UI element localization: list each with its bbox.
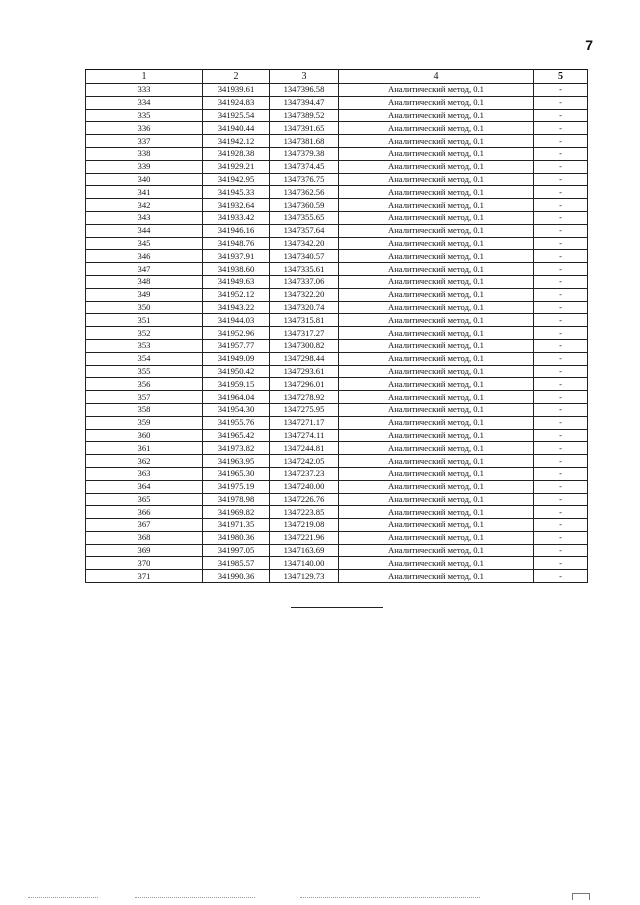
y-coordinate-cell: 1347337.06	[270, 275, 339, 288]
point-number-cell: 354	[86, 352, 203, 365]
point-number-cell: 369	[86, 544, 203, 557]
point-number-cell: 333	[86, 84, 203, 97]
x-coordinate-cell: 341943.22	[203, 301, 270, 314]
notes-cell: -	[534, 352, 588, 365]
table-row	[86, 442, 588, 455]
method-cell: Аналитический метод, 0.1	[339, 263, 534, 276]
notes-cell: -	[534, 506, 588, 519]
y-coordinate-cell: 1347275.95	[270, 403, 339, 416]
table-row	[86, 391, 588, 404]
table-row	[86, 96, 588, 109]
y-coordinate-cell: 1347320.74	[270, 301, 339, 314]
method-cell: Аналитический метод, 0.1	[339, 378, 534, 391]
table-row	[86, 403, 588, 416]
notes-cell: -	[534, 186, 588, 199]
table-row	[86, 365, 588, 378]
notes-cell: -	[534, 109, 588, 122]
table-row	[86, 160, 588, 173]
method-cell: Аналитический метод, 0.1	[339, 416, 534, 429]
table-row	[86, 339, 588, 352]
point-number-cell: 352	[86, 327, 203, 340]
method-cell: Аналитический метод, 0.1	[339, 570, 534, 583]
method-cell: Аналитический метод, 0.1	[339, 173, 534, 186]
y-coordinate-cell: 1347342.20	[270, 237, 339, 250]
method-cell: Аналитический метод, 0.1	[339, 403, 534, 416]
y-coordinate-cell: 1347226.76	[270, 493, 339, 506]
scan-artifact-mark	[572, 893, 590, 900]
x-coordinate-cell: 341980.36	[203, 531, 270, 544]
point-number-cell: 335	[86, 109, 203, 122]
y-coordinate-cell: 1347381.68	[270, 135, 339, 148]
table-row	[86, 224, 588, 237]
table-row	[86, 301, 588, 314]
table-row	[86, 211, 588, 224]
point-number-cell: 340	[86, 173, 203, 186]
x-coordinate-cell: 341942.12	[203, 135, 270, 148]
x-coordinate-cell: 341978.98	[203, 493, 270, 506]
y-coordinate-cell: 1347335.61	[270, 263, 339, 276]
table-row	[86, 455, 588, 468]
scan-artifact-line	[300, 897, 480, 898]
table-row	[86, 416, 588, 429]
point-number-cell: 357	[86, 391, 203, 404]
notes-cell: -	[534, 519, 588, 532]
x-coordinate-cell: 341942.95	[203, 173, 270, 186]
x-coordinate-cell: 341933.42	[203, 211, 270, 224]
x-coordinate-cell: 341952.12	[203, 288, 270, 301]
method-cell: Аналитический метод, 0.1	[339, 391, 534, 404]
x-coordinate-cell: 341945.33	[203, 186, 270, 199]
method-cell: Аналитический метод, 0.1	[339, 531, 534, 544]
table-end-rule	[291, 607, 383, 608]
x-coordinate-cell: 341944.03	[203, 314, 270, 327]
x-coordinate-cell: 341990.36	[203, 570, 270, 583]
x-coordinate-cell: 341949.09	[203, 352, 270, 365]
notes-cell: -	[534, 250, 588, 263]
x-coordinate-cell: 341952.96	[203, 327, 270, 340]
table-row	[86, 250, 588, 263]
x-coordinate-cell: 341938.60	[203, 263, 270, 276]
point-number-cell: 336	[86, 122, 203, 135]
y-coordinate-cell: 1347163.69	[270, 544, 339, 557]
y-coordinate-cell: 1347374.45	[270, 160, 339, 173]
y-coordinate-cell: 1347296.01	[270, 378, 339, 391]
x-coordinate-cell: 341948.76	[203, 237, 270, 250]
table-row	[86, 84, 588, 97]
point-number-cell: 342	[86, 199, 203, 212]
table-row	[86, 557, 588, 570]
table-row	[86, 173, 588, 186]
table-row	[86, 263, 588, 276]
method-cell: Аналитический метод, 0.1	[339, 250, 534, 263]
notes-cell: -	[534, 173, 588, 186]
table-row	[86, 429, 588, 442]
y-coordinate-cell: 1347389.52	[270, 109, 339, 122]
point-number-cell: 353	[86, 339, 203, 352]
y-coordinate-cell: 1347322.20	[270, 288, 339, 301]
notes-cell: -	[534, 327, 588, 340]
method-cell: Аналитический метод, 0.1	[339, 288, 534, 301]
table-row	[86, 493, 588, 506]
x-coordinate-cell: 341949.63	[203, 275, 270, 288]
point-number-cell: 347	[86, 263, 203, 276]
point-number-cell: 358	[86, 403, 203, 416]
method-cell: Аналитический метод, 0.1	[339, 109, 534, 122]
table-row	[86, 147, 588, 160]
method-cell: Аналитический метод, 0.1	[339, 544, 534, 557]
y-coordinate-cell: 1347315.81	[270, 314, 339, 327]
table-row	[86, 506, 588, 519]
method-cell: Аналитический метод, 0.1	[339, 96, 534, 109]
method-cell: Аналитический метод, 0.1	[339, 339, 534, 352]
table-row	[86, 327, 588, 340]
x-coordinate-cell: 341963.95	[203, 455, 270, 468]
method-cell: Аналитический метод, 0.1	[339, 224, 534, 237]
method-cell: Аналитический метод, 0.1	[339, 506, 534, 519]
method-cell: Аналитический метод, 0.1	[339, 301, 534, 314]
notes-cell: -	[534, 160, 588, 173]
y-coordinate-cell: 1347271.17	[270, 416, 339, 429]
page-number: 7	[585, 37, 593, 53]
x-coordinate-cell: 341964.04	[203, 391, 270, 404]
notes-cell: -	[534, 339, 588, 352]
table-row	[86, 199, 588, 212]
table-row	[86, 531, 588, 544]
x-coordinate-cell: 341957.77	[203, 339, 270, 352]
table-row	[86, 467, 588, 480]
table-header-row	[86, 70, 588, 84]
x-coordinate-cell: 341973.82	[203, 442, 270, 455]
notes-cell: -	[534, 365, 588, 378]
y-coordinate-cell: 1347278.92	[270, 391, 339, 404]
point-number-cell: 355	[86, 365, 203, 378]
point-number-cell: 362	[86, 455, 203, 468]
y-coordinate-cell: 1347240.00	[270, 480, 339, 493]
y-coordinate-cell: 1347140.00	[270, 557, 339, 570]
table-row	[86, 275, 588, 288]
point-number-cell: 351	[86, 314, 203, 327]
point-number-cell: 344	[86, 224, 203, 237]
notes-cell: -	[534, 557, 588, 570]
y-coordinate-cell: 1347357.64	[270, 224, 339, 237]
table-row	[86, 122, 588, 135]
y-coordinate-cell: 1347360.59	[270, 199, 339, 212]
notes-cell: -	[534, 147, 588, 160]
notes-cell: -	[534, 96, 588, 109]
table-row	[86, 352, 588, 365]
x-coordinate-cell: 341965.42	[203, 429, 270, 442]
y-coordinate-cell: 1347317.27	[270, 327, 339, 340]
method-cell: Аналитический метод, 0.1	[339, 327, 534, 340]
x-coordinate-cell: 341925.54	[203, 109, 270, 122]
notes-cell: -	[534, 288, 588, 301]
point-number-cell: 345	[86, 237, 203, 250]
point-number-cell: 364	[86, 480, 203, 493]
table-row	[86, 378, 588, 391]
x-coordinate-cell: 341985.57	[203, 557, 270, 570]
point-number-cell: 339	[86, 160, 203, 173]
x-coordinate-cell: 341955.76	[203, 416, 270, 429]
table-row	[86, 570, 588, 583]
y-coordinate-cell: 1347379.38	[270, 147, 339, 160]
notes-cell: -	[534, 275, 588, 288]
y-coordinate-cell: 1347394.47	[270, 96, 339, 109]
column-header-y-coordinate: 3	[270, 70, 339, 84]
y-coordinate-cell: 1347242.05	[270, 455, 339, 468]
x-coordinate-cell: 341940.44	[203, 122, 270, 135]
y-coordinate-cell: 1347274.11	[270, 429, 339, 442]
point-number-cell: 363	[86, 467, 203, 480]
method-cell: Аналитический метод, 0.1	[339, 467, 534, 480]
point-number-cell: 360	[86, 429, 203, 442]
y-coordinate-cell: 1347298.44	[270, 352, 339, 365]
x-coordinate-cell: 341946.16	[203, 224, 270, 237]
point-number-cell: 359	[86, 416, 203, 429]
notes-cell: -	[534, 224, 588, 237]
method-cell: Аналитический метод, 0.1	[339, 237, 534, 250]
notes-cell: -	[534, 570, 588, 583]
method-cell: Аналитический метод, 0.1	[339, 147, 534, 160]
x-coordinate-cell: 341939.61	[203, 84, 270, 97]
y-coordinate-cell: 1347244.81	[270, 442, 339, 455]
notes-cell: -	[534, 122, 588, 135]
method-cell: Аналитический метод, 0.1	[339, 429, 534, 442]
table-row	[86, 186, 588, 199]
point-number-cell: 346	[86, 250, 203, 263]
notes-cell: -	[534, 314, 588, 327]
method-cell: Аналитический метод, 0.1	[339, 122, 534, 135]
notes-cell: -	[534, 237, 588, 250]
point-number-cell: 338	[86, 147, 203, 160]
table-row	[86, 480, 588, 493]
notes-cell: -	[534, 403, 588, 416]
y-coordinate-cell: 1347129.73	[270, 570, 339, 583]
table-row	[86, 314, 588, 327]
notes-cell: -	[534, 493, 588, 506]
y-coordinate-cell: 1347362.56	[270, 186, 339, 199]
table-row	[86, 288, 588, 301]
point-number-cell: 361	[86, 442, 203, 455]
y-coordinate-cell: 1347237.23	[270, 467, 339, 480]
method-cell: Аналитический метод, 0.1	[339, 442, 534, 455]
notes-cell: -	[534, 544, 588, 557]
column-header-point-number: 1	[86, 70, 203, 84]
point-number-cell: 370	[86, 557, 203, 570]
point-number-cell: 367	[86, 519, 203, 532]
point-number-cell: 349	[86, 288, 203, 301]
notes-cell: -	[534, 135, 588, 148]
method-cell: Аналитический метод, 0.1	[339, 160, 534, 173]
table-row	[86, 237, 588, 250]
method-cell: Аналитический метод, 0.1	[339, 493, 534, 506]
method-cell: Аналитический метод, 0.1	[339, 480, 534, 493]
notes-cell: -	[534, 455, 588, 468]
notes-cell: -	[534, 199, 588, 212]
y-coordinate-cell: 1347391.65	[270, 122, 339, 135]
method-cell: Аналитический метод, 0.1	[339, 314, 534, 327]
table-row	[86, 544, 588, 557]
column-header-method: 4	[339, 70, 534, 84]
method-cell: Аналитический метод, 0.1	[339, 275, 534, 288]
coordinates-table	[85, 69, 588, 583]
x-coordinate-cell: 341924.83	[203, 96, 270, 109]
method-cell: Аналитический метод, 0.1	[339, 365, 534, 378]
point-number-cell: 348	[86, 275, 203, 288]
y-coordinate-cell: 1347376.75	[270, 173, 339, 186]
notes-cell: -	[534, 263, 588, 276]
x-coordinate-cell: 341929.21	[203, 160, 270, 173]
point-number-cell: 343	[86, 211, 203, 224]
x-coordinate-cell: 341959.15	[203, 378, 270, 391]
y-coordinate-cell: 1347223.85	[270, 506, 339, 519]
x-coordinate-cell: 341997.05	[203, 544, 270, 557]
y-coordinate-cell: 1347300.82	[270, 339, 339, 352]
method-cell: Аналитический метод, 0.1	[339, 135, 534, 148]
point-number-cell: 371	[86, 570, 203, 583]
point-number-cell: 334	[86, 96, 203, 109]
notes-cell: -	[534, 429, 588, 442]
point-number-cell: 337	[86, 135, 203, 148]
notes-cell: -	[534, 416, 588, 429]
method-cell: Аналитический метод, 0.1	[339, 519, 534, 532]
method-cell: Аналитический метод, 0.1	[339, 211, 534, 224]
x-coordinate-cell: 341975.19	[203, 480, 270, 493]
x-coordinate-cell: 341928.38	[203, 147, 270, 160]
table-row	[86, 109, 588, 122]
notes-cell: -	[534, 531, 588, 544]
point-number-cell: 350	[86, 301, 203, 314]
x-coordinate-cell: 341971.35	[203, 519, 270, 532]
column-header-x-coordinate: 2	[203, 70, 270, 84]
method-cell: Аналитический метод, 0.1	[339, 199, 534, 212]
point-number-cell: 341	[86, 186, 203, 199]
table-row	[86, 519, 588, 532]
notes-cell: -	[534, 301, 588, 314]
x-coordinate-cell: 341969.82	[203, 506, 270, 519]
column-header-notes: 5	[534, 70, 588, 84]
method-cell: Аналитический метод, 0.1	[339, 84, 534, 97]
method-cell: Аналитический метод, 0.1	[339, 455, 534, 468]
method-cell: Аналитический метод, 0.1	[339, 352, 534, 365]
x-coordinate-cell: 341965.30	[203, 467, 270, 480]
point-number-cell: 366	[86, 506, 203, 519]
point-number-cell: 368	[86, 531, 203, 544]
y-coordinate-cell: 1347396.58	[270, 84, 339, 97]
x-coordinate-cell: 341937.91	[203, 250, 270, 263]
y-coordinate-cell: 1347221.96	[270, 531, 339, 544]
notes-cell: -	[534, 378, 588, 391]
x-coordinate-cell: 341932.64	[203, 199, 270, 212]
y-coordinate-cell: 1347340.57	[270, 250, 339, 263]
notes-cell: -	[534, 211, 588, 224]
method-cell: Аналитический метод, 0.1	[339, 557, 534, 570]
notes-cell: -	[534, 442, 588, 455]
notes-cell: -	[534, 84, 588, 97]
notes-cell: -	[534, 480, 588, 493]
scan-artifact-line	[135, 897, 255, 898]
y-coordinate-cell: 1347219.08	[270, 519, 339, 532]
point-number-cell: 356	[86, 378, 203, 391]
y-coordinate-cell: 1347355.65	[270, 211, 339, 224]
notes-cell: -	[534, 391, 588, 404]
notes-cell: -	[534, 467, 588, 480]
table-row	[86, 135, 588, 148]
y-coordinate-cell: 1347293.61	[270, 365, 339, 378]
x-coordinate-cell: 341950.42	[203, 365, 270, 378]
x-coordinate-cell: 341954.30	[203, 403, 270, 416]
method-cell: Аналитический метод, 0.1	[339, 186, 534, 199]
point-number-cell: 365	[86, 493, 203, 506]
scan-artifact-line	[28, 897, 98, 898]
